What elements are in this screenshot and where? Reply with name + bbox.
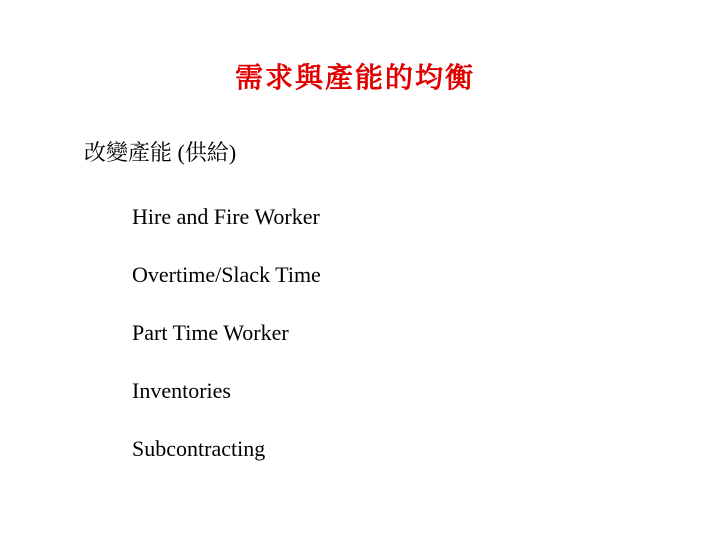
list-item: Inventories bbox=[132, 378, 231, 403]
list-item: Subcontracting bbox=[132, 436, 266, 461]
list-item: Part Time Worker bbox=[132, 320, 289, 345]
slide-title: 需求與產能的均衡 bbox=[234, 61, 475, 94]
slide-subtitle: 改變產能 (供給) bbox=[84, 140, 237, 165]
bullet-list bbox=[132, 201, 321, 491]
list-item: Overtime/Slack Time bbox=[132, 262, 321, 287]
list-item: Hire and Fire Worker bbox=[132, 204, 320, 229]
